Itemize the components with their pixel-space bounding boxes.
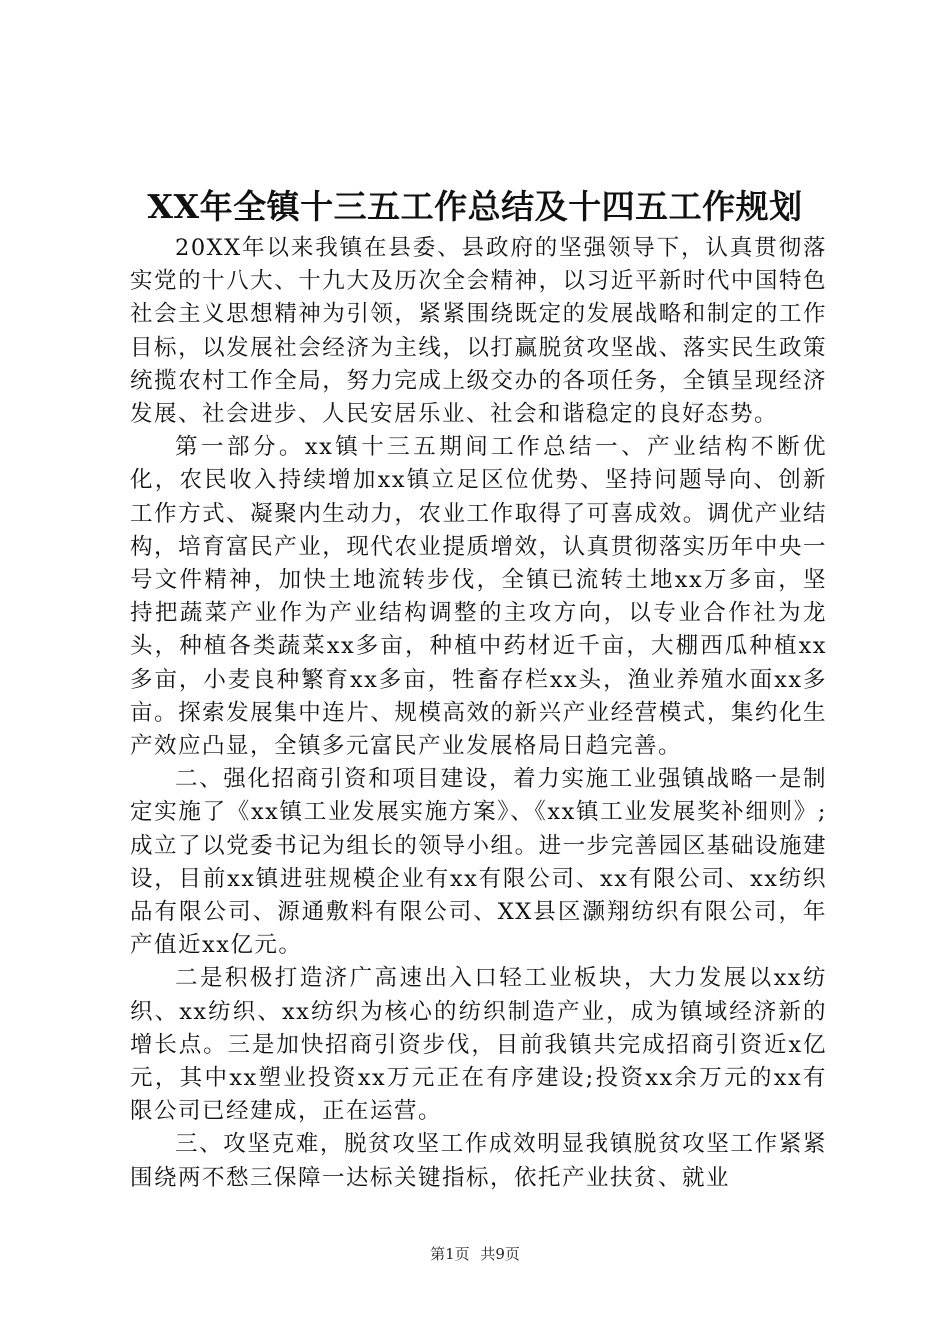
total-pages: 共9页 [480,1245,520,1263]
paragraph-poverty: 三、攻坚克难，脱贫攻坚工作成效明显我镇脱贫攻坚工作紧紧围绕两不愁三保障一达标关键指标，依托产业扶贫、就业 [130,1131,827,1191]
page-footer [0,1244,950,1264]
document-body [130,232,827,1195]
page-number: 第1页 [430,1245,470,1263]
paragraph-industry: 二是积极打造济广高速出入口轻工业板块，大力发展以xx纺织、xx纺织、xx纺织为核心的纺织制造产业，成为镇域经济新的增长点。三是加快招商引资步伐，目前我镇共完成招商引资近x亿元，其中xx塑业投资xx万元正在有序建设;投资xx余万元的xx有限公司已经建成，正在运营。 [130,965,827,1125]
paragraph-investment: 二、强化招商引资和项目建设，着力实施工业强镇战略一是制定实施了《xx镇工业发展实施方案》、《xx镇工业发展奖补细则》;成立了以党委书记为组长的领导小组。进一步完善园区基础设施建设，目前xx镇进驻规模企业有xx有限公司、xx有限公司、xx纺织品有限公司、源通敷料有限公司、XX县区灏翔纺织有限公司，年产值近xx亿元。 [130,766,827,959]
paragraph-intro: 20XX年以来我镇在县委、县政府的坚强领导下，认真贯彻落实党的十八大、十九大及历次全会精神，以习近平新时代中国特色社会主义思想精神为引领，紧紧围绕既定的发展战略和制定的工作目标，以发展社会经济为主线，以打赢脱贫攻坚战、落实民生政策统揽农村工作全局，努力完成上级交办的各项任务，全镇呈现经济发展、社会进步、人民安居乐业、社会和谐稳定的良好态势。 [130,235,827,428]
document-title: XX年全镇十三五工作总结及十四五工作规划 [147,187,803,226]
paragraph-part-one: 第一部分。xx镇十三五期间工作总结一、产业结构不断优化，农民收入持续增加xx镇立足区位优势、坚持问题导向、创新工作方式、凝聚内生动力，农业工作取得了可喜成效。调优产业结构，培育富民产业，现代农业提质增效，认真贯彻落实历年中央一号文件精神，加快土地流转步伐，全镇已流转土地xx万多亩，坚持把蔬菜产业作为产业结构调整的主攻方向，以专业合作社为龙头，种植各类蔬菜xx多亩，种植中药材近千亩，大棚西瓜种植xx多亩，小麦良种繁育xx多亩，牲畜存栏xx头，渔业养殖水面xx多亩。探索发展集中连片、规模高效的新兴产业经营模式，集约化生产效应凸显，全镇多元富民产业发展格局日趋完善。 [130,434,827,760]
